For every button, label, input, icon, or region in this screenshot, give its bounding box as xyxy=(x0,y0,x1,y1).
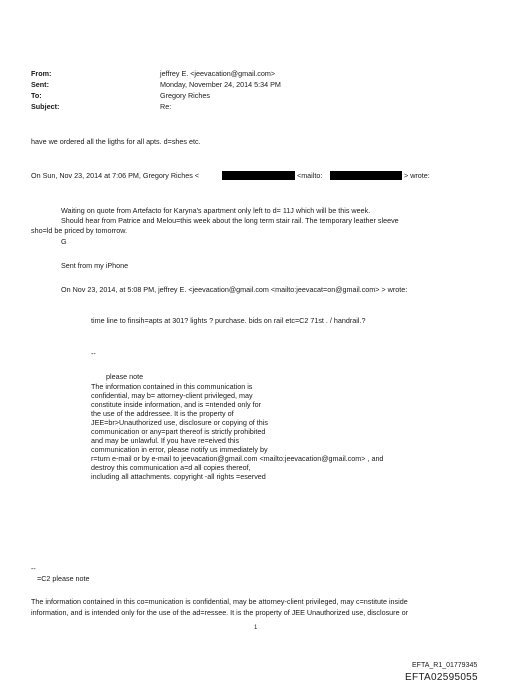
redaction-box xyxy=(330,171,402,180)
redaction-box xyxy=(222,171,295,180)
subject-value: Re: xyxy=(160,102,172,111)
notice-line: communication or any=part thereof is strictly prohibited xyxy=(91,427,266,436)
reply-signature: G xyxy=(61,237,67,246)
bates-id-small: EFTA_R1_01779345 xyxy=(412,662,478,669)
from-label: From: xyxy=(31,69,52,78)
subject-label: Subject: xyxy=(31,102,60,111)
notice-line: confidential, may b= attorney-client privileged, may xyxy=(91,391,253,400)
to-label: To: xyxy=(31,91,42,100)
timeline-question: time line to finsih=apts at 301? lights ? purchase. bids on rail etc=C2 71st . / handrail.? xyxy=(91,316,366,325)
reply-line-1: Waiting on quote from Artefacto for Karyna's apartment only left to d= 11J which will be this week. xyxy=(61,206,371,215)
reply-line-2: Should hear from Patrice and Melou=this week about the long term stair rail. The temporary leather sleeve xyxy=(61,216,399,225)
page-number: 1 xyxy=(254,625,258,631)
notice-line: the use of the addressee. It is the property of xyxy=(91,409,234,418)
notice-line: and may be unlawful. If you have re=eived this xyxy=(91,436,240,445)
to-value: Gregory Riches xyxy=(160,91,210,100)
body-line-1: have we ordered all the ligths for all apts. d=shes etc. xyxy=(31,137,201,146)
quote-header-1c: > wrote: xyxy=(404,171,430,180)
sent-from-line: Sent from my iPhone xyxy=(61,261,129,270)
bates-id-large: EFTA02595055 xyxy=(405,672,478,683)
footer-paragraph-line-2: information, and is intended only for the use of the ad=ressee. It is the property of JEE Unauthorized use, disclosure or xyxy=(31,608,408,617)
notice-title: please note xyxy=(106,372,144,381)
footer-paragraph-line-1: The information contained in this co=munication is confidential, may be attorney-client privileged, may c=nstitute inside xyxy=(31,597,408,606)
from-value: jeffrey E. <jeevacation@gmail.com> xyxy=(160,69,276,78)
confidentiality-notice xyxy=(91,382,383,481)
sent-value: Monday, November 24, 2014 5:34 PM xyxy=(160,80,281,89)
notice-line: The information contained in this communication is xyxy=(91,382,253,391)
notice-line: constitute inside information, and is =ntended only for xyxy=(91,400,262,409)
quote-header-1b: <mailto: xyxy=(297,171,323,180)
footer-note: =C2 please note xyxy=(37,574,90,583)
notice-line: r=turn e-mail or by e-mail to jeevacation@gmail.com <mailto:jeevacation@gmail.com> , and xyxy=(91,454,384,463)
notice-line: JEE=br>Unauthorized use, disclosure or copying of this xyxy=(91,418,268,427)
footer-dashes: -- xyxy=(31,564,36,573)
notice-line: destroy this communication a=d all copies thereof, xyxy=(91,463,251,472)
notice-line: communication in error, please notify us immediately by xyxy=(91,445,268,454)
reply-line-3: sho=ld be priced by tomorrow. xyxy=(31,226,128,235)
sent-label: Sent: xyxy=(31,80,49,89)
quote-header-1a: On Sun, Nov 23, 2014 at 7:06 PM, Gregory Riches < xyxy=(31,171,199,180)
quote-header-2: On Nov 23, 2014, at 5:08 PM, jeffrey E. <jeevacation@gmail.com <mailto:jeevacat=on@gmail.com> > wrote: xyxy=(61,285,408,294)
separator-dashes: -- xyxy=(91,349,96,358)
notice-line: including all attachments. copyright -all rights =eserved xyxy=(91,472,266,481)
